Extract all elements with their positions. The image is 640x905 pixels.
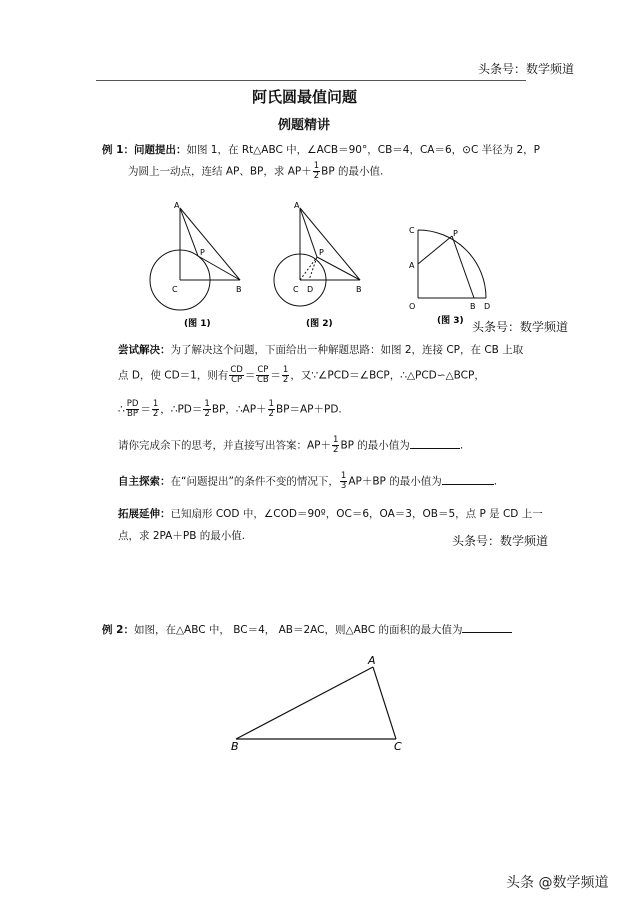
fraction-pd-bp bbox=[126, 400, 140, 419]
ex2-triangle-figure bbox=[228, 652, 418, 752]
extend-text1: 已知扇形 COD 中，∠COD＝90º，OC＝6，OA＝3，OB＝5，点 P 是 CD 上一 bbox=[170, 508, 543, 520]
page-title: 阿氏圆最值问题 bbox=[252, 88, 358, 106]
fraction-half bbox=[203, 400, 210, 419]
fig3-label-p: P bbox=[453, 229, 458, 238]
frac-num: CP bbox=[257, 365, 269, 375]
answer-blank-3[interactable] bbox=[462, 632, 512, 633]
fig2-label-d: D bbox=[307, 285, 314, 294]
frac-den: 2 bbox=[313, 171, 320, 181]
frac-den: 2 bbox=[152, 409, 159, 419]
extend-line2 bbox=[118, 528, 245, 543]
fig3-label-b: B bbox=[470, 302, 476, 311]
frac-num: 1 bbox=[152, 399, 159, 409]
ex2-label: 例 2： bbox=[102, 624, 134, 636]
attempt-text2b: ，又∵∠PCD＝∠BCP，∴△PCD∽△BCP， bbox=[290, 369, 485, 382]
frac-den: 2 bbox=[204, 409, 210, 419]
fig2-caption: (图 2) bbox=[306, 319, 333, 329]
attempt-text3d: BP＝AP＋PD. bbox=[275, 403, 342, 416]
ex1-heading: 问题提出： bbox=[133, 144, 187, 156]
fig2-side-ab bbox=[300, 208, 360, 280]
ex2-side-ac bbox=[373, 667, 396, 739]
frac-num: 1 bbox=[333, 435, 339, 445]
fraction-half bbox=[332, 436, 339, 455]
answer-blank-2[interactable] bbox=[442, 484, 494, 485]
fig3-arc-cd bbox=[418, 230, 486, 298]
fig2-label-a: A bbox=[294, 201, 300, 210]
fig3-segment-pa bbox=[418, 236, 452, 264]
figure-3 bbox=[404, 222, 504, 332]
ex1-text-b: BP 的最小值. bbox=[321, 165, 384, 178]
section-subtitle: 例题精讲 bbox=[278, 118, 331, 133]
extend-heading: 拓展延伸： bbox=[118, 508, 171, 520]
extend-line1 bbox=[118, 506, 543, 521]
attempt-text4b: BP 的最小值为 bbox=[340, 439, 410, 452]
fig2-label-b: B bbox=[356, 285, 362, 294]
fig1-caption: (图 1) bbox=[184, 319, 211, 329]
fig2-dashed-pd bbox=[309, 257, 317, 280]
answer-blank-1[interactable] bbox=[410, 448, 460, 449]
fraction-third bbox=[340, 472, 347, 491]
ex1-text-a: 为圆上一动点，连结 AP、BP，求 AP＋ bbox=[128, 165, 312, 178]
ex2-label-a: A bbox=[368, 654, 376, 667]
fig2-dashed-cp bbox=[300, 257, 317, 280]
ex1-text: 如图 1，在 Rt△ABC 中，∠ACB＝90°，CB＝4，CA＝6，⊙C 半径为 2，P bbox=[186, 144, 540, 156]
ex2-label-c: C bbox=[394, 740, 402, 753]
fig3-caption: (图 3) bbox=[437, 316, 464, 326]
fig2-label-p: P bbox=[319, 248, 324, 257]
figure-2 bbox=[262, 198, 372, 333]
fig1-label-c: C bbox=[172, 285, 178, 294]
frac-num: CD bbox=[230, 365, 243, 375]
frac-den: 2 bbox=[268, 409, 274, 419]
ex1-line2 bbox=[128, 162, 383, 181]
fig1-label-b: B bbox=[236, 285, 242, 294]
ex2-text: 如图，在△ABC 中， BC＝4， AB＝2AC，则△ABC 的面积的最大值为 bbox=[133, 624, 463, 636]
fig2-label-c: C bbox=[293, 285, 299, 294]
fig1-label-p: P bbox=[200, 248, 205, 257]
frac-num: 1 bbox=[313, 161, 320, 171]
fig1-segment-ap bbox=[180, 208, 198, 256]
frac-num: PD bbox=[126, 399, 139, 409]
attempt-text2a: 点 D，使 CD＝1，则有 bbox=[118, 369, 229, 382]
fraction-cp-cb bbox=[256, 366, 269, 385]
frac-den: 2 bbox=[282, 375, 289, 385]
frac-den: 3 bbox=[340, 481, 347, 491]
ex2-label-b: B bbox=[231, 740, 239, 753]
watermark-mid: 头条号：数学频道 bbox=[472, 320, 569, 334]
fig1-segment-pb bbox=[198, 256, 240, 280]
fraction-half bbox=[313, 162, 320, 181]
fraction-half bbox=[152, 400, 159, 419]
fraction-half bbox=[282, 366, 289, 385]
frac-num: 1 bbox=[340, 471, 347, 481]
frac-num: 1 bbox=[282, 365, 289, 375]
attempt-line1 bbox=[118, 342, 523, 357]
frac-num: 1 bbox=[268, 399, 274, 409]
explore-text-b: AP＋BP 的最小值为 bbox=[348, 475, 442, 488]
attempt-text4a: 请你完成余下的思考，并直接写出答案：AP＋ bbox=[118, 439, 332, 452]
explore-heading: 自主探索： bbox=[118, 475, 171, 488]
fig1-side-ab bbox=[180, 208, 240, 280]
footer-watermark: 头条 @数学频道 bbox=[506, 875, 609, 891]
fraction-half bbox=[268, 400, 275, 419]
frac-den: CP bbox=[231, 375, 243, 385]
fraction-cd-cp bbox=[229, 366, 243, 385]
watermark-top: 头条号：数学频道 bbox=[478, 62, 575, 76]
fig3-label-a: A bbox=[409, 261, 415, 270]
attempt-text1: 为了解决这个问题，下面给出一种解题思路：如图 2，连接 CP，在 CB 上取 bbox=[170, 344, 524, 356]
frac-den: CB bbox=[256, 375, 269, 385]
frac-den: 2 bbox=[333, 445, 339, 455]
attempt-line4: 请你完成余下的思考，并直接写出答案：AP＋ $\frac{1}{2}$ BP 的最小值为 . bbox=[118, 435, 464, 455]
attempt-therefore: ∴ bbox=[118, 403, 125, 416]
frac-num: 1 bbox=[204, 399, 210, 409]
fig3-label-o: O bbox=[409, 302, 416, 311]
fig2-segment-ap bbox=[300, 208, 317, 257]
watermark-low: 头条号：数学频道 bbox=[452, 534, 549, 548]
fig3-label-d: D bbox=[484, 302, 491, 311]
attempt-text3c: BP，∴AP＋ bbox=[211, 403, 267, 416]
explore-text-a: 在“问题提出”的条件不变的情况下， bbox=[170, 475, 339, 488]
header-rule bbox=[96, 80, 526, 81]
attempt-heading: 尝试解决： bbox=[118, 344, 171, 356]
ex1-label: 例 1： bbox=[102, 144, 134, 156]
extend-text2: 点，求 2PA＋PB 的最小值. bbox=[118, 530, 246, 542]
ex1-line1 bbox=[102, 142, 540, 157]
ex2-line bbox=[102, 622, 512, 637]
attempt-line3: ∴ $\frac{PD}{BP}$ ＝ $\frac{1}{2}$ ，∴PD＝ $\frac{1}{2}$ BP，∴AP＋ $\frac{1}{2}$ BP＝AP＋PD. bbox=[118, 399, 342, 419]
fig3-segment-pb bbox=[452, 236, 474, 298]
attempt-text3b: ∴PD＝ bbox=[170, 403, 203, 416]
frac-den: BP bbox=[127, 409, 138, 419]
explore-line: 自主探索：在“问题提出”的条件不变的情况下， $\frac{1}{3}$ AP＋BP 的最小值为 . bbox=[118, 471, 498, 491]
fig3-label-c: C bbox=[409, 226, 415, 235]
ex2-side-ba bbox=[236, 667, 373, 739]
fig1-label-a: A bbox=[174, 201, 180, 210]
attempt-line2: 点 D，使 CD＝1，则有 $\frac{CD}{CP}$ ＝ $\frac{CP}{CB}$ ＝ $\frac{1}{2}$ ，又∵∠PCD＝∠BCP，∴△PCD∽△BCP， bbox=[118, 365, 485, 385]
figure-1 bbox=[140, 198, 250, 333]
